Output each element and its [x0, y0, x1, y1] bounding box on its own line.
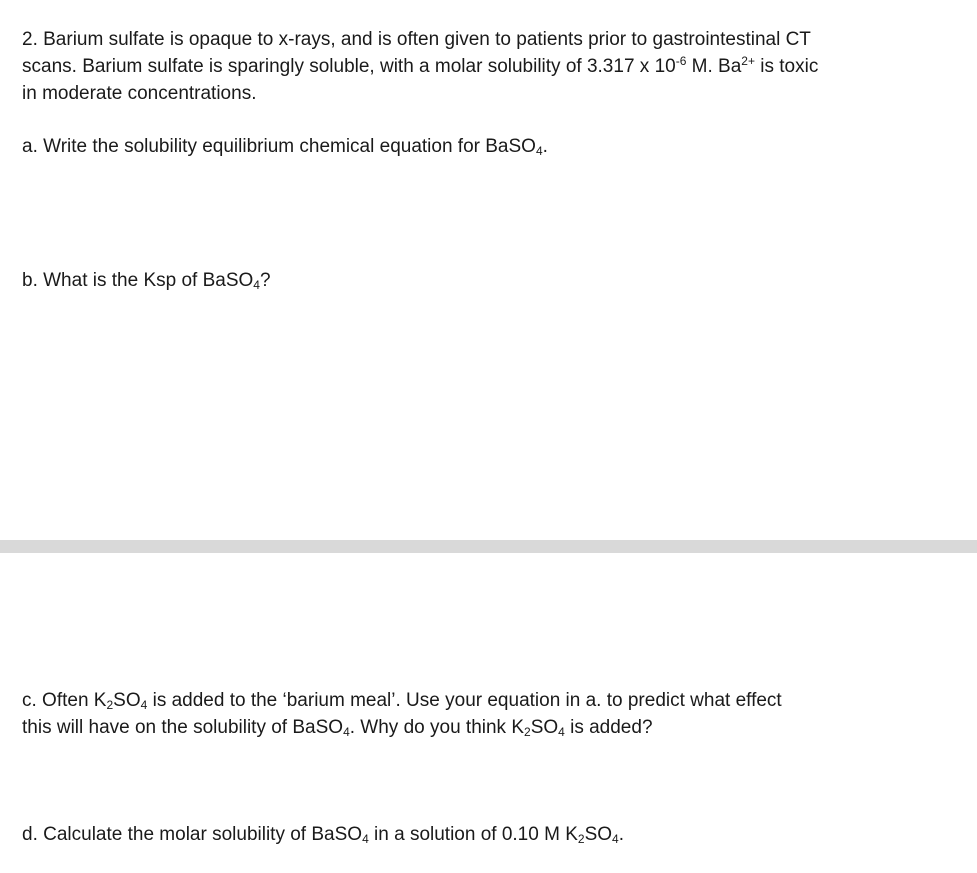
part-c-line-1: c. Often $K_2SO_4$ is added to the ‘barium meal’. Use your equation in a. to predict what effect	[22, 690, 782, 712]
intro-line-2: scans. Barium sulfate is sparingly soluble, with a molar solubility of 3.317 x $10^{-6}$ M. $Ba^{2+}$ is toxic	[22, 54, 819, 77]
ion-charge: 2+	[741, 54, 755, 68]
part-c-line-2: this will have on the solubility of BaSO$_4$. Why do you think $K_2SO_4$ is added?	[22, 717, 653, 739]
intro-line-3: in moderate concentrations.	[22, 83, 257, 104]
exponent: -6	[675, 54, 687, 68]
part-a-question: a. Write the solubility equilibrium chemical equation for BaSO$_4$.	[22, 136, 548, 158]
page-break-divider	[0, 540, 977, 553]
intro-line-1: 2. Barium sulfate is opaque to x-rays, and is often given to patients prior to gastrointestinal CT	[22, 29, 811, 50]
part-b-question: b. What is the Ksp of BaSO$_4$?	[22, 270, 271, 292]
part-d-question: d. Calculate the molar solubility of BaSO$_4$ in a solution of 0.10 M $K_2SO_4$.	[22, 824, 624, 846]
